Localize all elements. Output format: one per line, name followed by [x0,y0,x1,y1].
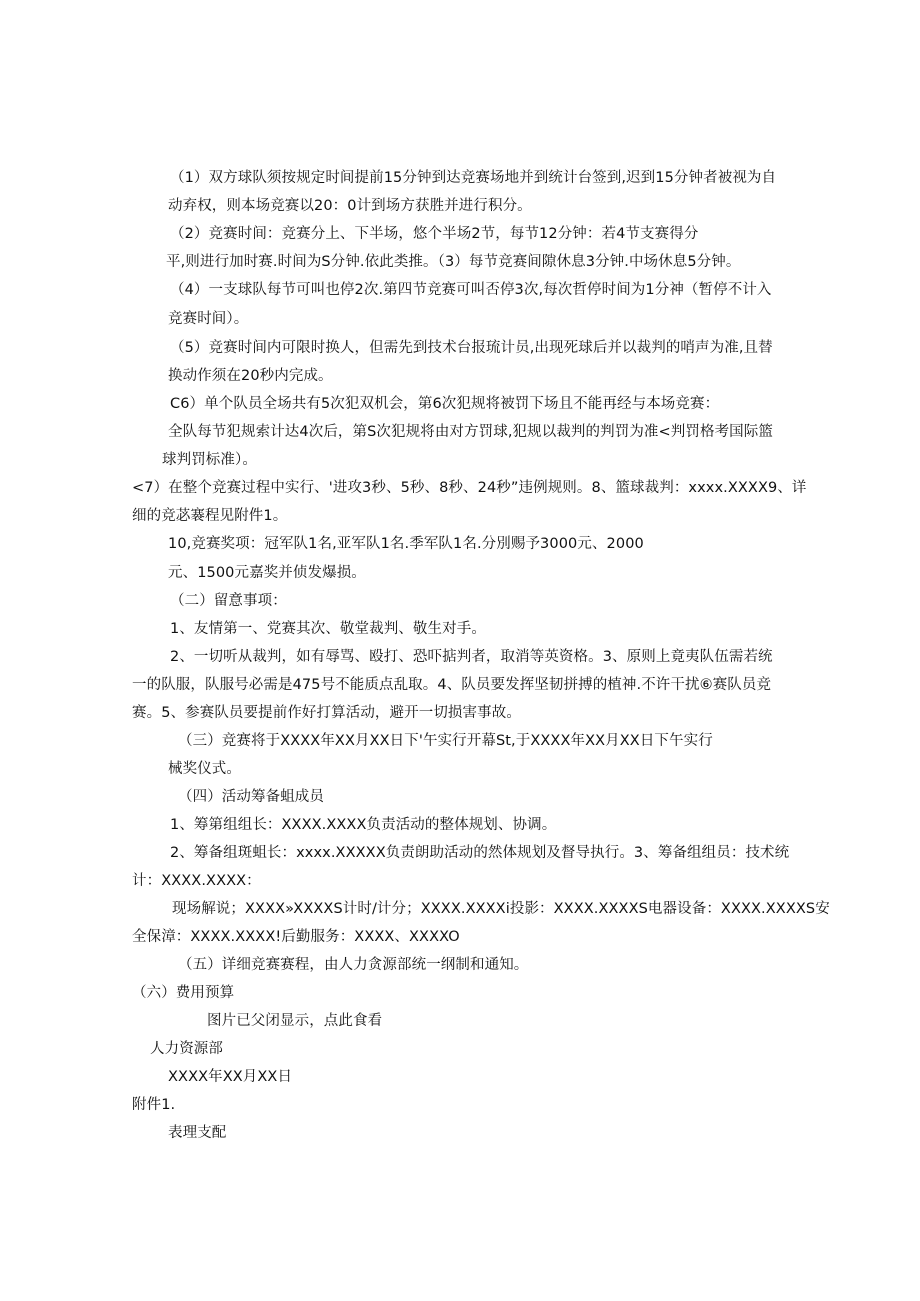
committee-line-5: 全保漳：XXXX.XXXX!后勤服务：XXXX、XXXXO [132,929,460,945]
attachment-label: 附件1. [132,1097,176,1113]
rule-5-line-1: （5）竞赛时间内可限时换人，但需先到技术台报琉计员,出现死球后并以裁判的哨声为准,且替 [170,340,773,356]
rule-6-line-1: C6）单个队员全场共有5次犯双机会，第6次犯规将被罚下场且不能再经与本场竞赛： [170,396,720,412]
rule-2-line-2: 平,则进行加时赛.时间为S分钟.依此类推。（3）每节竞赛间隙休息3分钟.中场休息5分钟。 [166,254,741,270]
notice-line-1: 2、一切听从裁判，如有辱骂、殴打、恐吓掂判者，取消等英资格。3、原则上竟夷队伍需若统 [170,649,773,665]
rule-5-line-2: 换动作须在20秒内完成。 [168,368,333,384]
committee-line-2: 2、筹备组斑蛆长：xxxx.XXXXX负责朗助活动的然体规划及督导执行。3、筹备组组员：技术统 [170,845,790,861]
attachment-title: 表理支配 [168,1125,227,1141]
committee-line-3: 计：XXXX.XXXX： [132,873,261,889]
rule-6-line-3: 球判罚标准）。 [162,452,257,468]
rule-4-line-2: 竞赛时间）。 [168,311,249,327]
section-4-heading: （四）活动筹备蛆成员 [178,789,324,805]
notice-line-2: 一的队服，队服号必需是475号不能质点乱取。4、队员要发挥坚韧拼搏的植神.不许干扰⑥赛队员竞 [132,677,772,693]
image-hidden-link[interactable]: 图片已父闭显示，点此食看 [207,1013,383,1029]
rule-1-line-1: （1）双方球队须按规定时间提前15分钟到达竞赛场地并到统计台签到,迟到15分钟者被视为自 [170,170,777,186]
awards-line-2: 元、1500元嘉奖并侦发爆损。 [168,565,366,581]
rule-7-line-2: 细的竞苾褰程见附件1。 [132,508,288,524]
notice-item-1: 1、友情第一、党赛其次、敬堂裁判、敬生对手。 [170,621,486,637]
notice-line-3: 赛。5、参赛队员要提前作好打算活动，避开一切损害事故。 [132,705,521,721]
section-2-heading: （二）留意事项： [170,593,287,609]
committee-line-4: 现场解说；XXXX»XXXXS计时/计分；XXXX.XXXXi投影：XXXX.XXXXS电器设备：XXXX.XXXXS安 [172,901,830,917]
committee-line-1: 1、筹第组组长：XXXX.XXXX负责活动的整体规划、协调。 [170,817,557,833]
rule-7-line-1: <7）在整个竞赛过程中实行、'进攻3秒、5秒、8秒、24秒”违例规则。8、篮球裁判：xxxx.XXXX9、详 [132,480,807,496]
awards-line-1: 10,竞赛奖项：冠军队1名,亚军队1名.季军队1名.分別赐予3000元、2000 [168,536,644,552]
section-6-heading: （六）费用预算 [132,985,235,1001]
date-line: XXXX年XX月XX日 [168,1069,293,1085]
department-signature: 人力资源部 [150,1041,223,1057]
section-5-line: （五）详细竞赛赛程，由人力贪源部统一纲制和通知。 [178,957,529,973]
rule-1-line-2: 动弃权，则本场竞赛以20：0计到场方获胜并进行积分。 [168,198,532,214]
rule-2-line-1: （2）竞赛时间：竞赛分上、下半场，悠个半场2节，每节12分钟：若4节支赛得分 [170,226,699,242]
section-3-line-2: 械奖仪式。 [168,761,241,777]
section-3-line-1: （三）竞赛将于XXXX年XX月XX日下'午实行开幕St,于XXXX年XX月XX日下午实行 [178,733,713,749]
rule-6-line-2: 全队每节犯规索计达4次后，第S次犯规将由对方罚球,犯规以裁判的判罚为准<判罚格考国际篮 [168,424,773,440]
rule-4-line-1: （4）一支球队每节可叫也停2次.第四节竞赛可叫否停3次,每次哲停时间为1分神（暂停不计入 [170,282,772,298]
